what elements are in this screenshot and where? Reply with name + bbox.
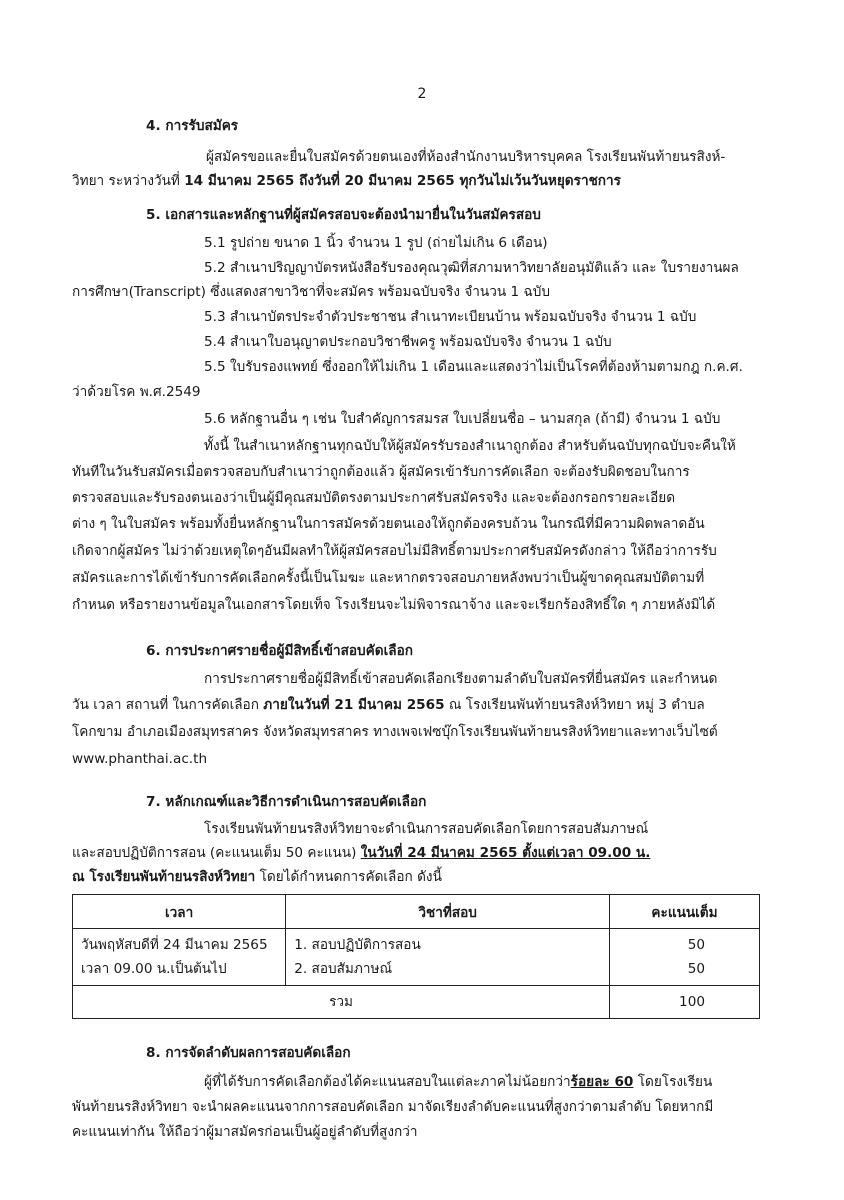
total-score: 100 xyxy=(610,986,760,1019)
section-8-line-3: คะแนนเท่ากัน ให้ถือว่าผู้มาสมัครก่อนเป็นผู้อยู่ลำดับที่สูงกว่า xyxy=(72,1124,418,1140)
item-5-2-line-1: 5.2 สำเนาปริญญาบัตรหนังสือรับรองคุณวุฒิที่สภามหาวิทยาลัยอนุมัติแล้ว และ ใบรายงานผล xyxy=(204,260,739,276)
table-header-score: คะแนนเต็ม xyxy=(610,895,760,929)
table-cell-subjects xyxy=(286,929,610,986)
total-label: รวม xyxy=(73,986,610,1019)
exam-venue: ณ โรงเรียนพันท้ายนรสิงห์วิทยา xyxy=(72,869,256,885)
section-4-line-2: วิทยา ระหว่างวันที่ 14 มีนาคม 2565 ถึงวันที่ 20 มีนาคม 2565 ทุกวันไม่เว้นวันหยุดราชการ xyxy=(72,173,621,189)
item-5-2-line-2: การศึกษา(Transcript) ซึ่งแสดงสาขาวิชาที่จะสมัคร พร้อมฉบับจริง จำนวน 1 ฉบับ xyxy=(72,284,550,300)
table-header-row xyxy=(73,895,760,929)
item-5-4: 5.4 สำเนาใบอนุญาตประกอบวิชาชีพครู พร้อมฉบับจริง จำนวน 1 ฉบับ xyxy=(204,334,612,350)
pass-threshold: ร้อยละ 60 xyxy=(570,1074,634,1090)
item-5-1: 5.1 รูปถ่าย ขนาด 1 นิ้ว จำนวน 1 รูป (ถ่ายไม่เกิน 6 เดือน) xyxy=(204,235,548,251)
announcement-date: ภายในวันที่ 21 มีนาคม 2565 xyxy=(263,697,445,713)
exam-schedule-table xyxy=(72,894,760,1019)
section-6-line-3: โคกขาม อำเภอเมืองสมุทรสาคร จังหวัดสมุทรสาคร ทางเพจเฟซบุ๊กโรงเรียนพันท้ายนรสิงห์วิทยาและทางเว็บไซต์ xyxy=(72,724,718,740)
section-7-line-3: ณ โรงเรียนพันท้ายนรสิงห์วิทยา โดยได้กำหนดการคัดเลือก ดังนี้ xyxy=(72,869,442,885)
table-total-row xyxy=(73,986,760,1019)
section-4-heading: 4. การรับสมัคร xyxy=(146,118,239,134)
section-6-line-1: การประกาศรายชื่อผู้มีสิทธิ์เข้าสอบคัดเลือกเรียงตามลำดับใบสมัครที่ยื่นสมัคร และกำหนด xyxy=(204,671,718,687)
section-5-para-line-6: สมัครและการได้เข้ารับการคัดเลือกครั้งนี้เป็นโมฆะ และหากตรวจสอบภายหลังพบว่าเป็นผู้ขาดคุณสมบัติตามที่ xyxy=(72,570,705,586)
section-5-para-line-5: เกิดจากผู้สมัคร ไม่ว่าด้วยเหตุใดๆอันมีผลทำให้ผู้สมัครสอบไม่มีสิทธิ์ตามประกาศรับสมัครดังกล่าว ให้ถือว่าการรับ xyxy=(72,543,717,559)
item-5-3: 5.3 สำเนาบัตรประจำตัวประชาชน สำเนาทะเบียนบ้าน พร้อมฉบับจริง จำนวน 1 ฉบับ xyxy=(204,309,697,325)
section-5-para-line-7: กำหนด หรือรายงานข้อมูลในเอกสารโดยเท็จ โรงเรียนจะไม่พิจารณาจ้าง และจะเรียกร้องสิทธิ์ใด ๆ ภายหลังมิได้ xyxy=(72,597,716,613)
item-5-5-line-2: ว่าด้วยโรค พ.ศ.2549 xyxy=(72,384,201,400)
score-interview: 50 xyxy=(687,961,705,977)
section-6-heading: 6. การประกาศรายชื่อผู้มีสิทธิ์เข้าสอบคัดเลือก xyxy=(146,643,413,659)
website-url: www.phanthai.ac.th xyxy=(72,751,208,767)
page-number: 2 xyxy=(417,86,427,102)
subject-interview: 2. สอบสัมภาษณ์ xyxy=(294,961,393,977)
section-5-para-line-3: ตรวจสอบและรับรองตนเองว่าเป็นผู้มีคุณสมบัติตรงตามประกาศรับสมัครจริง และจะต้องกรอกรายละเอียด xyxy=(72,490,676,506)
application-period: 14 มีนาคม 2565 ถึงวันที่ 20 มีนาคม 2565 ทุกวันไม่เว้นวันหยุดราชการ xyxy=(184,173,621,189)
section-7-heading: 7. หลักเกณฑ์และวิธีการดำเนินการสอบคัดเลือก xyxy=(146,794,427,810)
table-cell-scores xyxy=(610,929,760,986)
table-row xyxy=(73,929,760,986)
item-5-6: 5.6 หลักฐานอื่น ๆ เช่น ใบสำคัญการสมรส ใบเปลี่ยนชื่อ – นามสกุล (ถ้ามี) จำนวน 1 ฉบับ xyxy=(204,411,721,427)
exam-day: วันพฤหัสบดีที่ 24 มีนาคม 2565 xyxy=(81,937,268,953)
score-teaching: 50 xyxy=(687,937,705,953)
table-cell-time xyxy=(73,929,286,986)
section-7-line-2: และสอบปฏิบัติการสอน (คะแนนเต็ม 50 คะแนน) ในวันที่ 24 มีนาคม 2565 ตั้งแต่เวลา 09.00 น. xyxy=(72,845,651,861)
section-8-heading: 8. การจัดลำดับผลการสอบคัดเลือก xyxy=(146,1045,351,1061)
table-header-subject: วิชาที่สอบ xyxy=(286,895,610,929)
section-8-line-1: ผู้ที่ได้รับการคัดเลือกต้องได้คะแนนสอบในแต่ละภาคไม่น้อยกว่าร้อยละ 60 โดยโรงเรียน xyxy=(204,1074,713,1090)
exam-date: ในวันที่ 24 มีนาคม 2565 ตั้งแต่เวลา 09.00 น. xyxy=(360,845,651,861)
section-5-para-line-4: ต่าง ๆ ในใบสมัคร พร้อมทั้งยื่นหลักฐานในการสมัครด้วยตนเองให้ถูกต้องครบถ้วน ในกรณีที่มีความผิดพลาดอัน xyxy=(72,516,705,532)
section-8-line-2: พันท้ายนรสิงห์วิทยา จะนำผลคะแนนจากการสอบคัดเลือก มาจัดเรียงลำดับคะแนนที่สูงกว่าตามลำดับ โดยหากมี xyxy=(72,1099,714,1115)
section-5-para-line-1: ทั้งนี้ ในสำเนาหลักฐานทุกฉบับให้ผู้สมัครรับรองสำเนาถูกต้อง สำหรับต้นฉบับทุกฉบับจะคืนให้ xyxy=(204,438,736,454)
section-5-para-line-2: ทันทีในวันรับสมัครเมื่อตรวจสอบกับสำเนาว่าถูกต้องแล้ว ผู้สมัครเข้ารับการคัดเลือก จะต้องรับผิดชอบในการ xyxy=(72,464,690,480)
section-7-line-1: โรงเรียนพันท้ายนรสิงห์วิทยาจะดำเนินการสอบคัดเลือกโดยการสอบสัมภาษณ์ xyxy=(204,821,649,837)
section-6-line-2: วัน เวลา สถานที่ ในการคัดเลือก ภายในวันที่ 21 มีนาคม 2565 ณ โรงเรียนพันท้ายนรสิงห์วิทยา หมู่ 3 ตำบล xyxy=(72,697,705,713)
table-header-time: เวลา xyxy=(73,895,286,929)
section-4-line-1: ผู้สมัครขอและยื่นใบสมัครด้วยตนเองที่ห้องสำนักงานบริหารบุคคล โรงเรียนพันท้ายนรสิงห์- xyxy=(206,149,726,165)
exam-time: เวลา 09.00 น.เป็นต้นไป xyxy=(81,961,227,977)
item-5-5-line-1: 5.5 ใบรับรองแพทย์ ซึ่งออกให้ไม่เกิน 1 เดือนและแสดงว่าไม่เป็นโรคที่ต้องห้ามตามกฎ ก.ค.ศ. xyxy=(204,359,743,375)
subject-teaching: 1. สอบปฏิบัติการสอน xyxy=(294,937,421,953)
section-5-heading: 5. เอกสารและหลักฐานที่ผู้สมัครสอบจะต้องนำมายื่นในวันสมัครสอบ xyxy=(146,207,541,223)
